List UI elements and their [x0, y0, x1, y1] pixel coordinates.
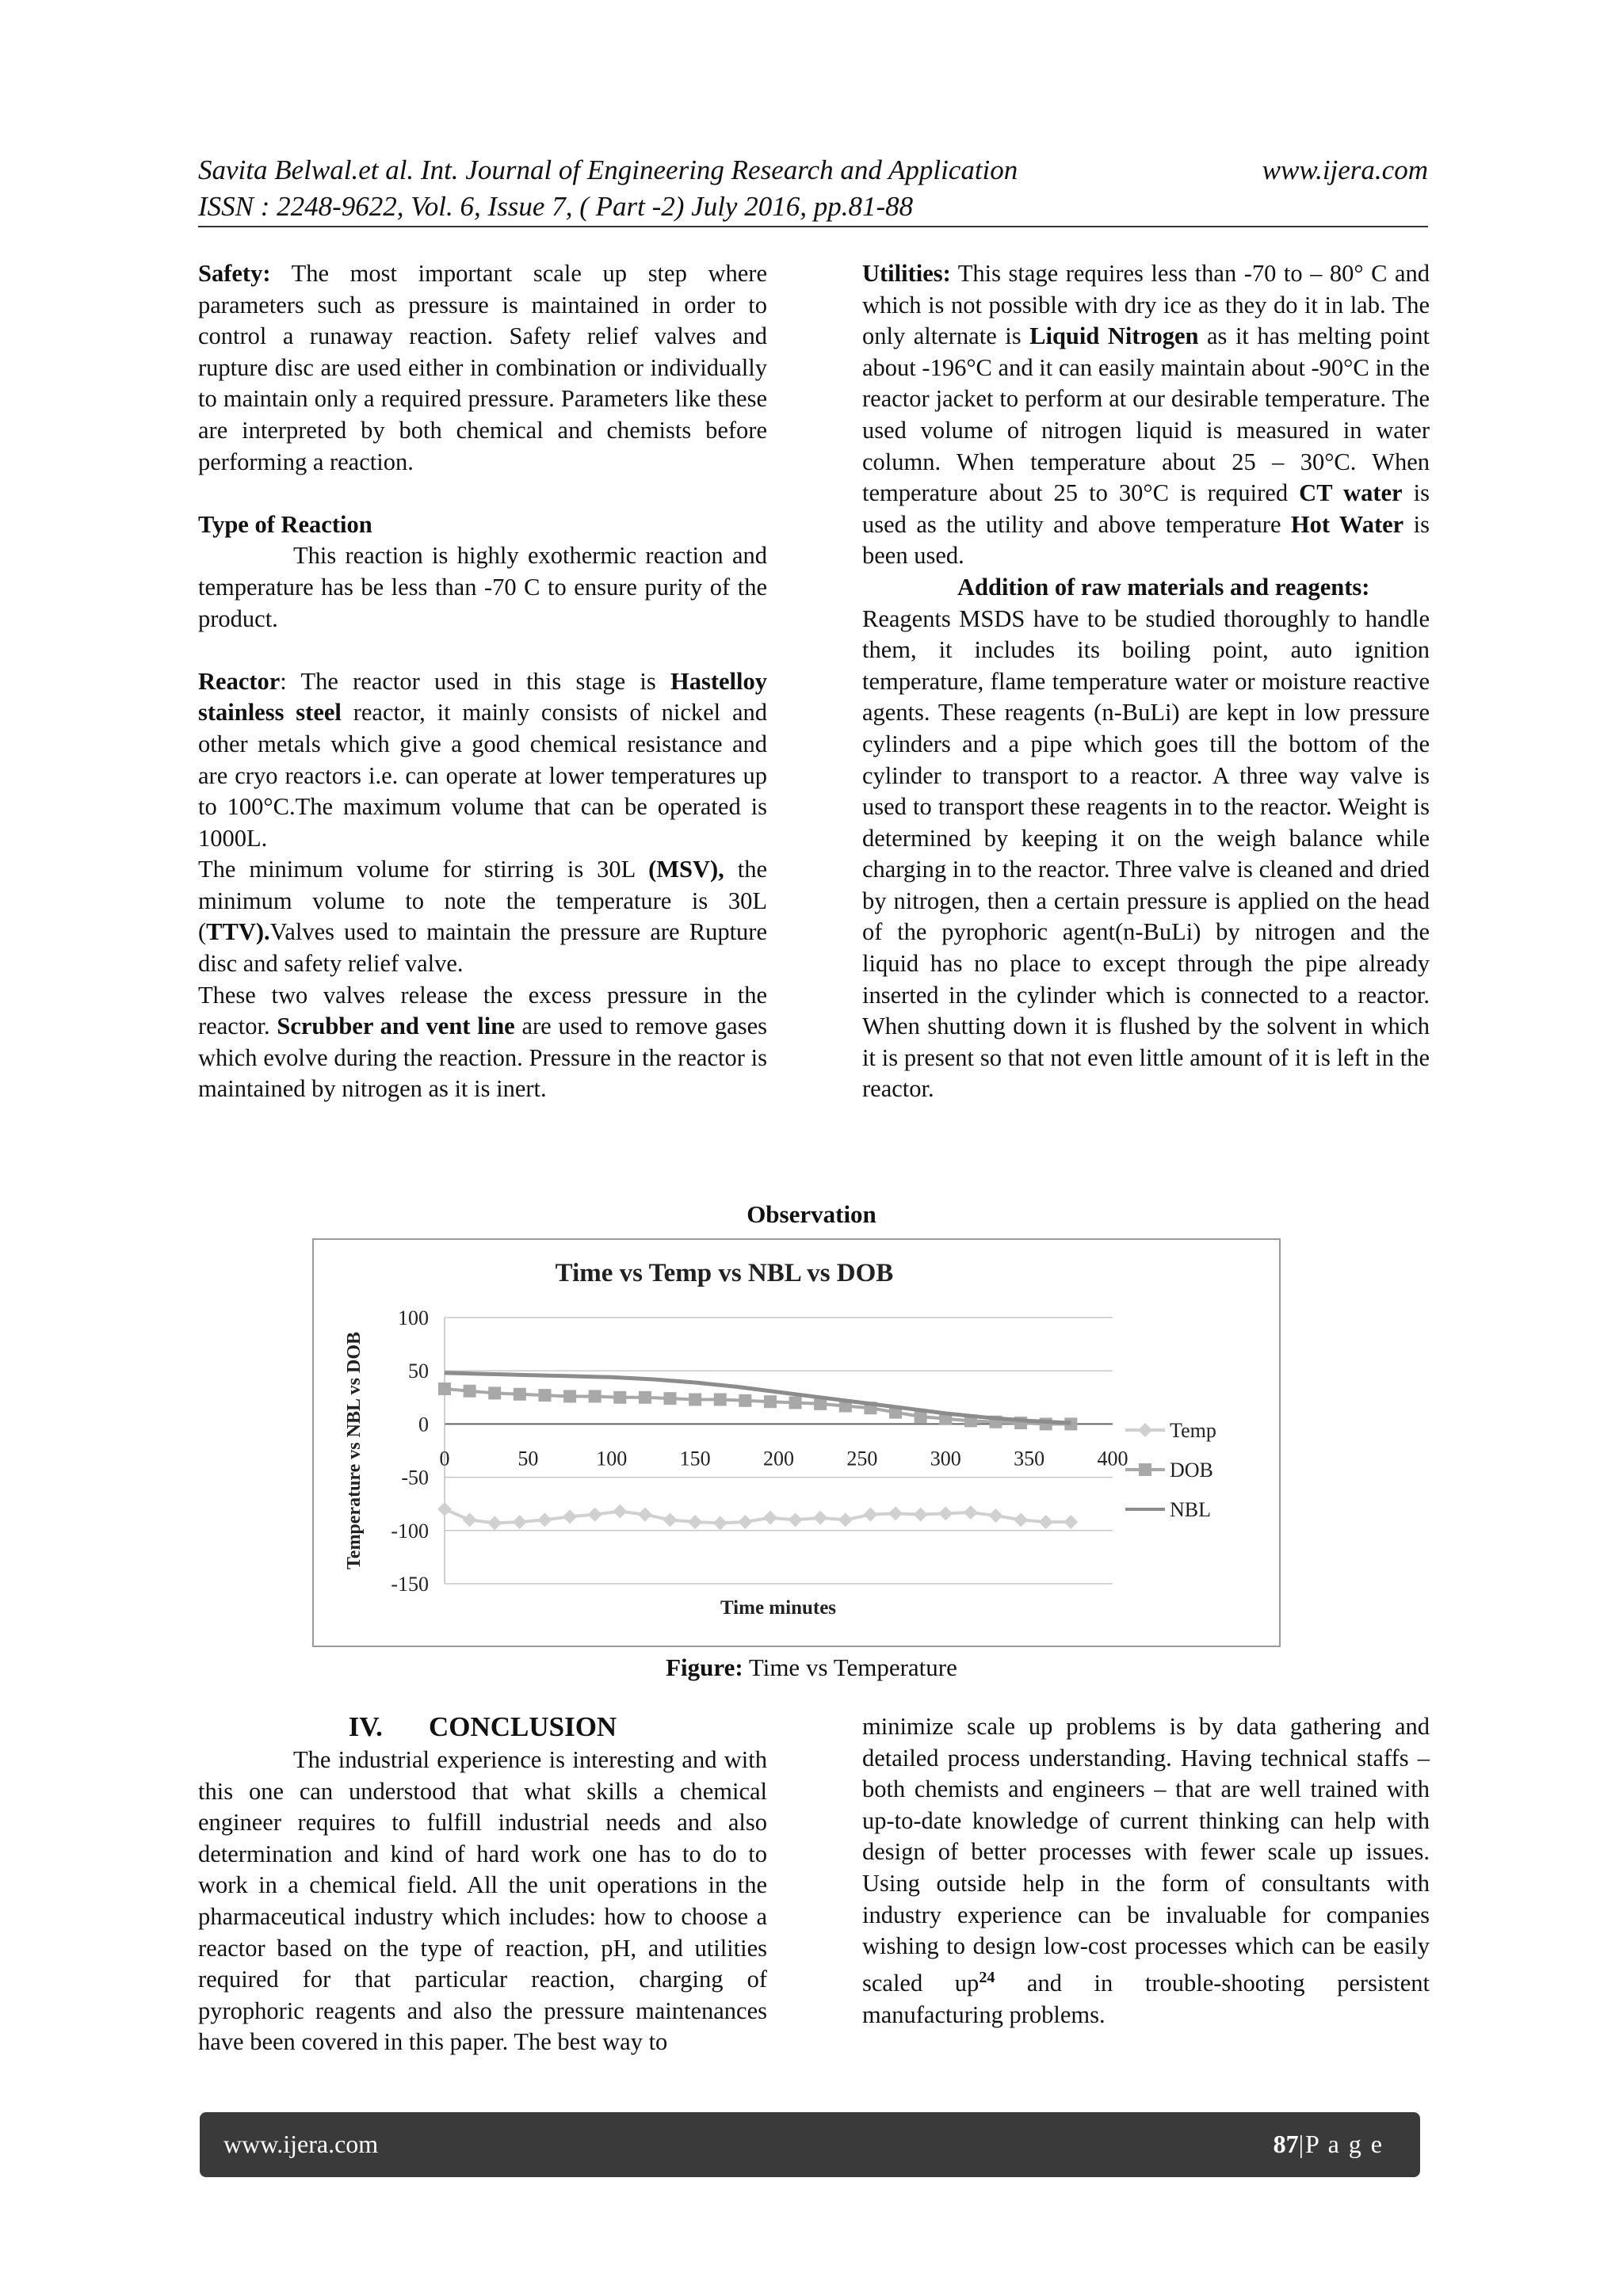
header-divider — [198, 226, 1428, 227]
data-point-temp — [1014, 1512, 1028, 1527]
reactor-paragraph: Reactor: The reactor used in this stage is Hastelloy stainless steel reactor, it mainly consists of nickel and other metals which give a good chemical resistance and are cryo reactors i.e. can operate at lower temperatures up to 100°C.The maximum volume that can be operated is 1000L. — [198, 667, 767, 852]
safety-label: Safety: — [198, 260, 271, 287]
data-point-temp — [914, 1508, 928, 1522]
data-point-temp — [638, 1508, 652, 1522]
data-point-dob — [739, 1394, 751, 1407]
reactor-label: Reactor — [198, 667, 281, 695]
data-point-temp — [487, 1516, 502, 1530]
utilities-paragraph: Utilities: This stage requires less than -70 to – 80° C and which is not possible with dry ice as they do it in lab. The only alternate is Liquid Nitrogen as it has melting point about -196°C and it can easily maintain about -90°C in the reactor jacket to perform at our desirable temperature. The used volume of nitrogen liquid is measured in water column. When temperature about 25 – 30°C. When temperature about 25 to 30°C is required CT water is used as the utility and above temperature Hot Water is been used. — [862, 260, 1430, 570]
data-point-temp — [463, 1512, 477, 1527]
addition-paragraph: Reagents MSDS have to be studied thoroughly to handle them, it includes its boiling point, auto ignition temperature, flame temperature water or moisture reactive agents. These reagents (n-BuLi) are kept in low pressure cylinders and a pipe which goes till the bottom of the cylinder to transport to a reactor. A three way valve is used to transport these reagents in to the reactor. Weight is determined by keeping it on the weigh balance while charging in to the reactor. Three valve is cleaned and dried by nitrogen, then a certain pressure is applied on the head of the pyrophoric agent(n-BuLi) by nitrogen and the liquid has no place to except through the pipe already inserted in the cylinder which is connected to a reactor. When shutting down it is flushed by the solvent in which it is present so that not even little amount of it is left in the reactor. — [862, 605, 1430, 1103]
data-point-temp — [563, 1509, 577, 1524]
valves-paragraph: These two valves release the excess pressure in the reactor. Scrubber and vent line are used to remove gases which evolve during the reaction. Pressure in the reactor is maintained by nitrogen as it is inert. — [198, 981, 767, 1103]
data-point-dob — [438, 1383, 451, 1395]
section-number: IV. — [348, 1711, 383, 1742]
utilities-label: Utilities: — [862, 260, 951, 287]
data-point-temp — [513, 1515, 527, 1529]
footer-url[interactable]: www.ijera.com — [223, 2130, 379, 2158]
data-point-temp — [888, 1506, 903, 1520]
msv-paragraph: The minimum volume for stirring is 30L (MSV), the minimum volume to note the temperature is 30L (TTV).Valves used to maintain the pressure are Rupture disc and safety relief valve. — [198, 856, 767, 978]
legend-label-temp: Temp — [1170, 1419, 1216, 1442]
conclusion-left-column — [198, 1710, 767, 2058]
type-of-reaction-heading: Type of Reaction — [198, 510, 372, 538]
data-point-temp — [964, 1505, 978, 1520]
data-point-dob — [563, 1390, 576, 1402]
conclusion-paragraph-right: minimize scale up problems is by data gathering and detailed process understanding. Having technical staffs – both chemists and engineers – that are well trained with up-to-date knowledge of current thinking can help with design of better processes with fewer scale up issues. Using outside help in the form of consultants with industry experience can be invaluable for companies wishing to design low-cost processes which can be easily scaled $up^{24}$ and in trouble-shooting persistent manufacturing problems. — [862, 1713, 1430, 2028]
data-point-dob — [464, 1385, 476, 1398]
data-point-dob — [514, 1388, 526, 1401]
data-point-dob — [488, 1386, 501, 1399]
y-tick-label: -50 — [401, 1466, 429, 1489]
header-issn-line: ISSN : 2248-9622, Vol. 6, Issue 7, ( Part -2) July 2016, pp.81-88 — [198, 191, 914, 222]
data-point-temp — [588, 1508, 602, 1522]
x-axis-title: Time minutes — [720, 1597, 837, 1619]
running-header — [198, 153, 1428, 229]
data-point-temp — [537, 1512, 552, 1527]
data-point-dob — [714, 1393, 727, 1405]
data-point-temp — [713, 1516, 727, 1530]
figure-caption-label: Figure: — [666, 1653, 743, 1681]
data-point-dob — [589, 1390, 601, 1402]
conclusion-right-column — [862, 1711, 1430, 2031]
chart-title: Time vs Temp vs NBL vs DOB — [555, 1259, 894, 1287]
data-point-dob — [664, 1392, 677, 1405]
data-point-temp — [988, 1508, 1002, 1523]
x-tick-label: 200 — [763, 1447, 794, 1470]
data-point-temp — [613, 1505, 627, 1519]
x-tick-label: 300 — [930, 1447, 961, 1470]
y-tick-label: 50 — [408, 1360, 429, 1383]
x-tick-label: 50 — [517, 1447, 539, 1470]
y-tick-label: -100 — [391, 1519, 429, 1543]
chart-frame — [312, 1238, 1281, 1647]
data-point-dob — [639, 1391, 651, 1404]
conclusion-paragraph-left: The industrial experience is interesting and with this one can understood that what skills a chemical engineer requires to fulfill industrial needs and also determination and kind of hard work one has to do to work in a chemical field. All the unit operations in the pharmaceutical industry which includes: how to choose a reactor based on the type of reaction, pH, and utilities required for that particular reaction, charging of pyrophoric reagents and also the pressure maintenances have been covered in this paper. The best way to — [198, 1746, 767, 2056]
observation-title: Observation — [747, 1200, 876, 1228]
data-point-temp — [938, 1506, 953, 1520]
addition-heading: Addition of raw materials and reagents: — [957, 573, 1370, 601]
data-point-temp — [688, 1515, 702, 1529]
right-column — [862, 258, 1430, 1105]
data-point-temp — [863, 1508, 877, 1522]
header-journal-line: Savita Belwal.et al. Int. Journal of Engineering Research and Application — [198, 154, 1018, 185]
line-chart — [314, 1240, 1279, 1646]
data-point-dob — [789, 1397, 802, 1409]
x-tick-label: 350 — [1014, 1447, 1045, 1470]
x-tick-label: 100 — [596, 1447, 628, 1470]
data-point-temp — [1039, 1515, 1053, 1529]
conclusion-heading — [198, 1710, 767, 1745]
figure-caption: Figure: Time vs Temperature — [666, 1653, 957, 1681]
data-point-temp — [813, 1511, 827, 1525]
x-tick-label: 150 — [679, 1447, 711, 1470]
data-point-temp — [663, 1512, 678, 1527]
y-tick-label: 0 — [418, 1413, 429, 1436]
section-title: CONCLUSION — [428, 1711, 617, 1742]
safety-paragraph: Safety: The most important scale up step where parameters such as pressure is maintained in order to control a runaway reaction. Safety relief valves and rupture disc are used either in combination or individually to maintain only a required pressure. Parameters like these are interpreted by both chemical and chemists before performing a reaction. — [198, 260, 767, 475]
x-tick-label: 250 — [846, 1447, 878, 1470]
data-point-temp — [789, 1512, 803, 1527]
left-column — [198, 258, 767, 1105]
data-point-temp — [763, 1511, 777, 1525]
reference-marker[interactable]: 24 — [979, 1968, 995, 1986]
series-line-temp — [445, 1509, 1071, 1524]
legend-marker-temp — [1138, 1423, 1152, 1437]
legend-label-dob: DOB — [1170, 1459, 1213, 1482]
data-point-dob — [689, 1393, 701, 1405]
x-tick-label: 0 — [439, 1447, 450, 1470]
data-point-temp — [738, 1515, 752, 1529]
x-tick-label: 400 — [1097, 1447, 1128, 1470]
legend-marker-dob — [1139, 1463, 1151, 1476]
y-tick-label: 100 — [398, 1306, 429, 1329]
page-number: 87|P a g e — [1273, 2130, 1384, 2158]
type-of-reaction-paragraph: This reaction is highly exothermic reaction and temperature has be less than -70 C to ensure purity of the product. — [198, 542, 767, 632]
y-axis-title: Temperature vs NBL vs DOB — [344, 1331, 365, 1570]
data-point-dob — [538, 1389, 551, 1402]
page-footer — [200, 2112, 1420, 2177]
header-url[interactable]: www.ijera.com — [1262, 154, 1428, 185]
legend-label-nbl: NBL — [1170, 1498, 1211, 1521]
data-point-temp — [838, 1512, 853, 1527]
data-point-temp — [437, 1502, 452, 1516]
y-tick-label: -150 — [391, 1573, 429, 1596]
data-point-temp — [1064, 1515, 1078, 1529]
data-point-dob — [764, 1395, 777, 1408]
data-point-dob — [613, 1391, 626, 1404]
